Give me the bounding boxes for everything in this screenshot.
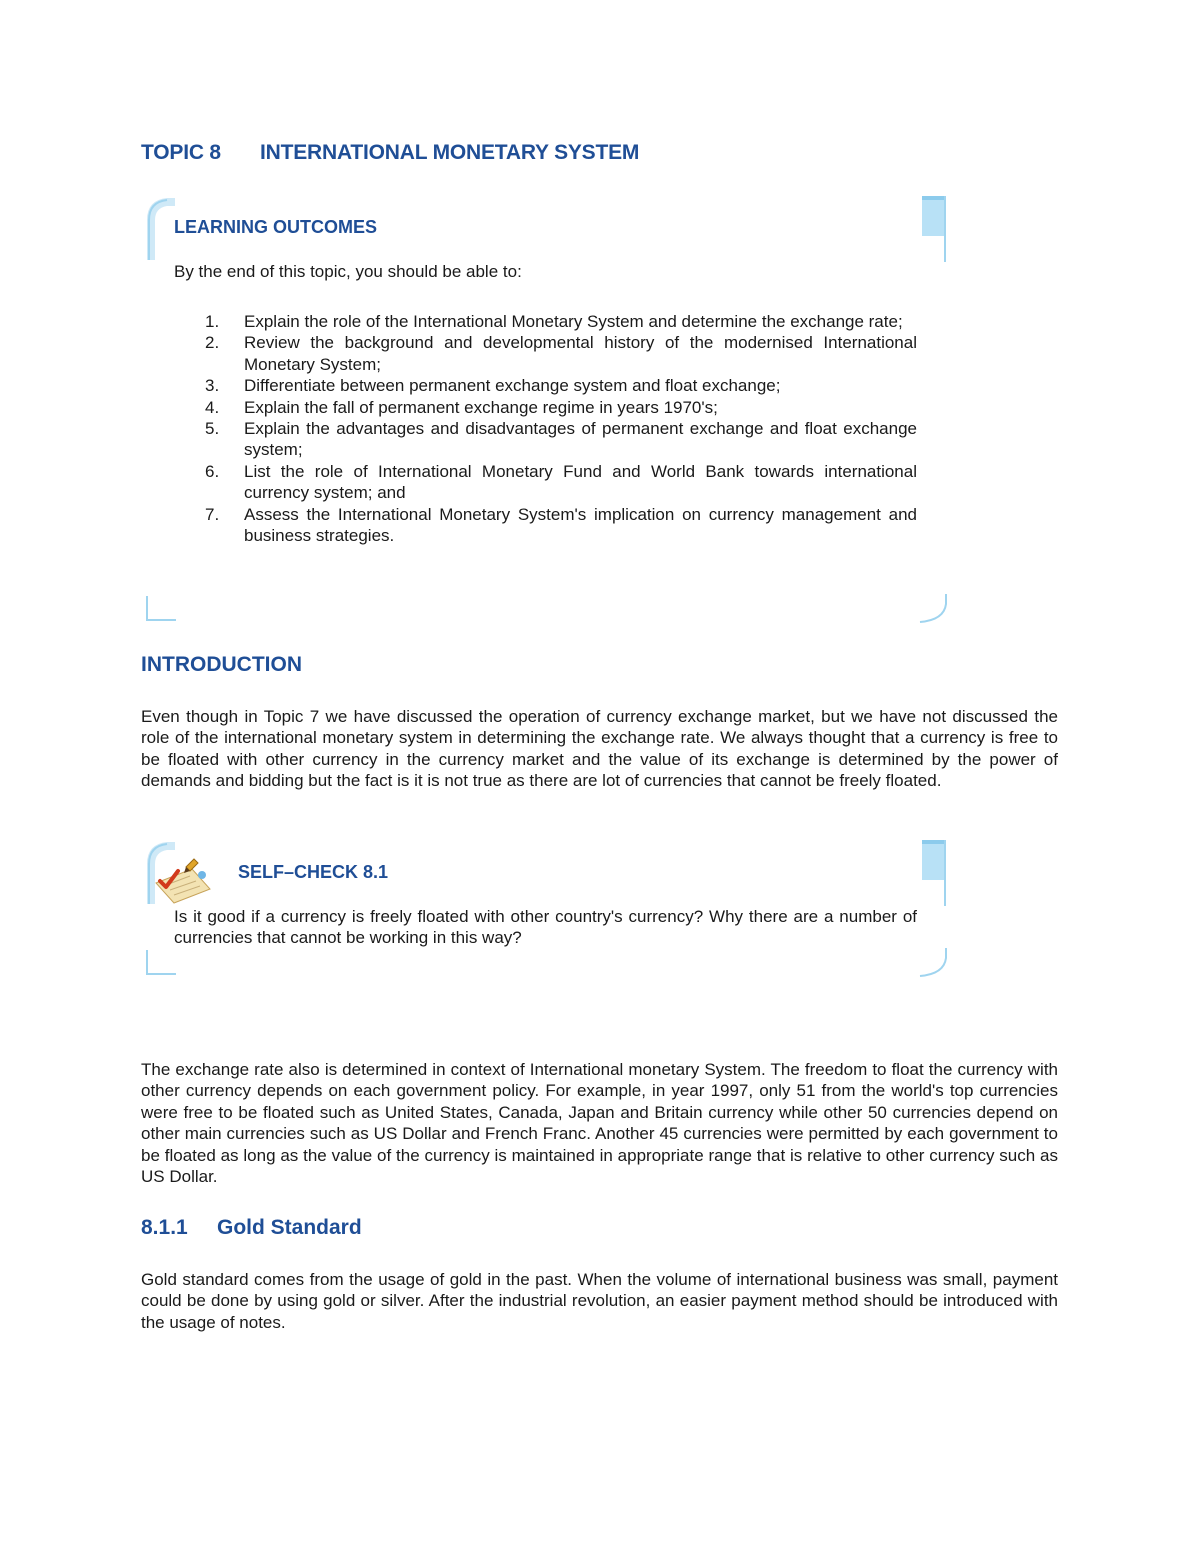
list-item [205,397,917,418]
list-item-number: 6. [205,461,220,481]
gold-standard-heading [141,1216,362,1240]
topic-number: TOPIC 8 [141,141,221,164]
introduction-heading: INTRODUCTION [141,653,302,676]
list-item-text: Assess the International Monetary System's implication on currency management and business strategies. [244,504,917,546]
section-title: Gold Standard [217,1216,362,1239]
gold-standard-paragraph: Gold standard comes from the usage of gold in the past. When the volume of international business was small, payment could be done by using gold or silver. After the industrial revolution, an easier payment method should be introduced with the usage of notes. [141,1270,1058,1332]
list-item-text: Explain the role of the International Monetary System and determine the exchange rate; [244,312,903,331]
list-item-text: Differentiate between permanent exchange system and float exchange; [244,376,781,396]
list-item-number: 1. [205,312,220,331]
list-item-text: Review the background and developmental history of the modernised International Monetary System; [244,333,917,374]
topic-name: INTERNATIONAL MONETARY SYSTEM [260,141,640,164]
list-item [205,418,917,461]
list-item-text: List the role of International Monetary Fund and World Bank towards international currency system; and [244,461,917,503]
learning-outcomes-heading: LEARNING OUTCOMES [174,217,378,237]
list-item-number: 3. [205,376,220,396]
learning-outcomes-intro: By the end of this topic, you should be able to: [174,262,522,281]
list-item-number: 5. [205,419,220,439]
list-item-text: Explain the fall of permanent exchange regime in years 1970's; [244,397,718,417]
list-item [205,375,917,396]
list-item-number: 2. [205,333,220,353]
list-item-text: Explain the advantages and disadvantages of permanent exchange and float exchange system; [244,419,917,460]
checklist-pencil-icon [152,853,214,905]
list-item [205,461,917,504]
list-item-number: 7. [205,504,220,524]
exchange-rate-paragraph: The exchange rate also is determined in context of International monetary System. The freedom to float the currency with other currency depends on each government policy. For example, in year 1997, only 51 from the world's top currencies were free to be floated such as United States, Canada, Japan and Britain currency while other 50 currencies depend on other main currencies such as US Dollar and French Franc. Another 45 currencies were permitted by each government to be floated as long as the value of the currency is maintained in appropriate range that is relative to other currency such as US Dollar. [141,1060,1058,1187]
self-check-heading: SELF–CHECK 8.1 [238,862,389,882]
introduction-paragraph: Even though in Topic 7 we have discussed the operation of currency exchange market, but we have not discussed the role of the international monetary system in determining the exchange rate. We always thought that a currency is free to be floated with other currency in the currency market and the value of its exchange is determined by the power of demands and bidding but the fact is it is not true as there are lot of currencies that cannot be freely floated. [141,707,1058,791]
frame-corner-top-right [918,194,950,264]
frame-corner-bottom-right [916,946,950,980]
frame-corner-bottom-left [144,948,178,978]
list-item [205,311,917,332]
frame-corner-bottom-left [144,594,178,624]
frame-corner-bottom-right [916,592,950,626]
list-item [205,504,917,547]
frame-corner-top-left [143,194,173,258]
self-check-question: Is it good if a currency is freely floated with other country's currency? Why there are a number of currencies that cannot be working in this way? [174,907,917,948]
list-item-number: 4. [205,397,220,417]
frame-corner-top-right [918,838,950,908]
learning-outcomes-list [205,311,917,546]
section-number: 8.1.1 [141,1216,188,1239]
topic-title [141,141,639,165]
list-item [205,332,917,375]
